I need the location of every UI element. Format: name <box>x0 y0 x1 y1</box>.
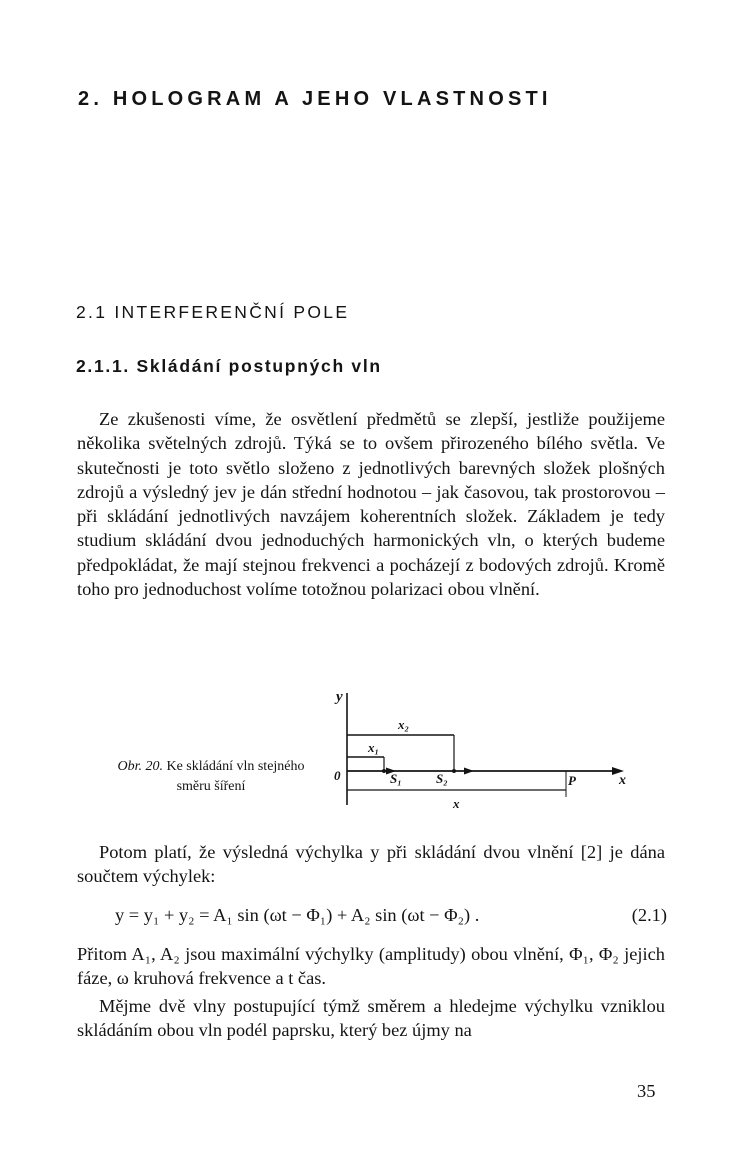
figure-label-x-axis: x <box>619 773 626 788</box>
figure-label-x1: x₁ <box>368 740 380 755</box>
figure-label-y: y <box>336 689 343 705</box>
figure-label-x-below: x <box>453 796 460 811</box>
paragraph-definitions: Přitom A₁, A₂ jsou maximální výchylky (amplitudy) obou vlnění, Φ₁, Φ₂ jejich fáze, ω kruhová frekvence a t čas. <box>77 944 665 989</box>
subsection-title: 2.1.1. Skládání postupných vln <box>76 356 382 376</box>
source-s2 <box>452 769 456 773</box>
ray-arrow-2 <box>464 768 474 775</box>
figure-label-s1: S₁ <box>390 771 402 786</box>
section-title: 2.1 INTERFERENČNÍ POLE <box>76 302 350 322</box>
paragraph-intro: Ze zkušenosti víme, že osvětlení předmětů se zlepší, jestliže použijeme několika světelných zdrojů. Týká se to ovšem přirozeného bílého světla. Ve skutečnosti je toto světlo složeno z jednotlivých barevných složek plošných zdrojů a výsledný jev je dán střední hodnotou – jak časovou, tak prostorovou – při skládání jednotlivých navzájem koherentních složek. Základem je tedy studium skládání dvou jednoduchých harmonických vln, o kterých budeme předpokládat, že mají stejnou frekvenci a pocházejí z bodových zdrojů. Kromě toho pro jednoduchost volíme totožnou polarizaci obou vlnění. <box>77 409 665 600</box>
equation-2-1 <box>115 902 667 928</box>
figure-caption-text: Ke skládání vln stejného směru šíření <box>166 759 305 794</box>
equation-body: y = y₁ + y₂ = A₁ sin (ωt − Φ₁) + A₂ sin (ωt − Φ₂) . <box>115 905 480 925</box>
figure-caption-lead: Obr. 20. <box>117 759 163 774</box>
paragraph-result: Potom platí, že výsledná výchylka y při skládání dvou vlnění [2] je dána součtem výchylek: <box>77 842 665 887</box>
figure-label-s2: S₂ <box>436 771 448 786</box>
chapter-title: 2. HOLOGRAM A JEHO VLASTNOSTI <box>78 88 552 110</box>
figure-diagram <box>328 685 648 815</box>
figure-label-origin: 0 <box>334 768 341 783</box>
figure-label-p: P <box>568 773 576 788</box>
figure-caption <box>106 757 316 797</box>
figure-label-x2: x₂ <box>398 717 410 732</box>
page-number: 35 <box>637 1081 656 1101</box>
equation-label: (2.1) <box>631 905 667 925</box>
source-s1 <box>382 769 386 773</box>
paragraph-continuation: Mějme dvě vlny postupující týmž směrem a hledejme výchylku vzniklou skládáním obou vln podél paprsku, který bez újmy na <box>77 996 665 1041</box>
